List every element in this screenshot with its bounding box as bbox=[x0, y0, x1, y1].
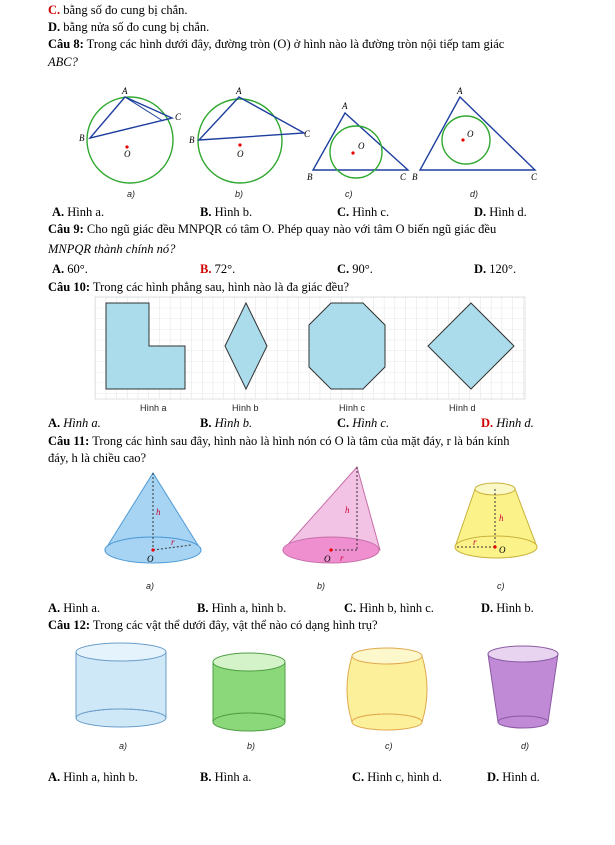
q11-prompt-line2: đáy, h là chiều cao? bbox=[48, 451, 147, 465]
question-label: Câu 12: bbox=[48, 618, 91, 632]
option-c-line bbox=[48, 3, 188, 18]
answer-letter: D. bbox=[481, 601, 494, 615]
q11-answer-d[interactable] bbox=[481, 601, 534, 616]
answer-text: Hình d. bbox=[489, 205, 527, 219]
fig-a-cone bbox=[105, 473, 201, 564]
q12-figures bbox=[70, 640, 570, 740]
answer-text: Hình b, hình c. bbox=[359, 601, 434, 615]
fig-label: h bbox=[156, 507, 161, 517]
point-label: O bbox=[237, 149, 244, 159]
answer-text: Hình c. bbox=[352, 205, 390, 219]
answer-text: Hình d. bbox=[502, 770, 540, 784]
figure-caption: Hình a bbox=[140, 403, 167, 413]
answer-text: Hình a. bbox=[214, 770, 252, 784]
q11-answer-b[interactable] bbox=[197, 601, 286, 616]
point-label: B bbox=[79, 133, 85, 143]
answer-letter: C. bbox=[337, 416, 350, 430]
fig-a-circle bbox=[87, 97, 173, 183]
answer-text: Hình d. bbox=[496, 416, 534, 430]
fig-b-triangle bbox=[199, 97, 304, 140]
q9-answer-c[interactable] bbox=[337, 262, 373, 277]
point-label: B bbox=[307, 172, 313, 182]
answer-letter: B. bbox=[200, 262, 212, 276]
q12-answer-b[interactable] bbox=[200, 770, 251, 785]
q10-prompt bbox=[48, 280, 349, 295]
question-text: Trong các hình sau đây, hình nào là hình nón có O là tâm của mặt đáy, r là bán kính bbox=[89, 434, 510, 448]
q12-answer-d[interactable] bbox=[487, 770, 540, 785]
option-letter: D. bbox=[48, 20, 61, 34]
fig-label: r bbox=[340, 553, 344, 563]
point-label: A bbox=[342, 101, 348, 111]
fig-d-circle bbox=[442, 116, 490, 164]
question-text: Trong các vật thể dưới đây, vật thể nào có dạng hình trụ? bbox=[90, 618, 378, 632]
answer-text: Hình a. bbox=[63, 416, 101, 430]
point-label: C bbox=[531, 172, 538, 182]
figure-caption: d) bbox=[521, 741, 530, 751]
point-label: O bbox=[467, 129, 474, 139]
figure-caption: Hình c bbox=[339, 403, 366, 413]
figure-caption: c) bbox=[345, 189, 353, 199]
fig-d-cup bbox=[488, 646, 558, 728]
figure-caption: b) bbox=[247, 741, 256, 751]
point-label: A bbox=[122, 86, 128, 96]
answer-letter: B. bbox=[200, 770, 212, 784]
q11-answer-c[interactable] bbox=[344, 601, 434, 616]
q8-prompt-line2: ABC? bbox=[48, 55, 78, 69]
answer-letter: D. bbox=[474, 262, 487, 276]
q8-prompt bbox=[48, 37, 504, 52]
q10-answer-d[interactable] bbox=[481, 416, 534, 431]
q10-answer-c[interactable] bbox=[337, 416, 389, 431]
answer-letter: A. bbox=[52, 262, 65, 276]
q10-grid-figures bbox=[95, 297, 525, 399]
option-text: bằng nửa số đo cung bị chắn. bbox=[60, 20, 210, 34]
q8-figures bbox=[75, 85, 595, 200]
point-label: B bbox=[189, 135, 195, 145]
answer-letter: B. bbox=[200, 205, 212, 219]
answer-text: Hình b. bbox=[214, 205, 253, 219]
fig-b-cylinder bbox=[213, 653, 285, 731]
answer-text: Hình b. bbox=[496, 601, 534, 615]
fig-c-frustum bbox=[455, 483, 537, 558]
fig-b-circle bbox=[198, 99, 282, 183]
figure-caption: b) bbox=[235, 189, 244, 199]
answer-text: Hình a, hình b. bbox=[63, 770, 138, 784]
option-d-line bbox=[48, 20, 209, 35]
answer-text: Hình b. bbox=[214, 416, 253, 430]
figure-caption: Hình b bbox=[232, 403, 259, 413]
answer-letter: D. bbox=[481, 416, 494, 430]
point-label: C bbox=[304, 129, 311, 139]
answer-text: 120°. bbox=[489, 262, 517, 276]
figure-caption: d) bbox=[470, 189, 479, 199]
fig-d-triangle bbox=[420, 97, 535, 170]
point-label: B bbox=[412, 172, 418, 182]
q11-answer-a[interactable] bbox=[48, 601, 100, 616]
question-text: Trong các hình phẳng sau, hình nào là đa giác đều? bbox=[90, 280, 349, 294]
question-text: Cho ngũ giác đều MNPQR có tâm O. Phép quay nào với tâm O biến ngũ giác đều bbox=[83, 222, 497, 236]
fig-b-oblique-cone bbox=[283, 467, 380, 564]
q12-answer-c[interactable] bbox=[352, 770, 442, 785]
question-label: Câu 10: bbox=[48, 280, 91, 294]
fig-label: h bbox=[345, 505, 350, 515]
answer-letter: D. bbox=[487, 770, 500, 784]
option-letter: C. bbox=[48, 3, 61, 17]
answer-text: Hình a. bbox=[67, 205, 105, 219]
question-label: Câu 8: bbox=[48, 37, 84, 51]
figure-caption: c) bbox=[497, 581, 505, 591]
point-label: O bbox=[124, 149, 131, 159]
figure-caption: a) bbox=[119, 741, 128, 751]
q8-answer-a[interactable] bbox=[52, 205, 104, 220]
answer-letter: A. bbox=[48, 601, 61, 615]
fig-label: O bbox=[499, 545, 506, 555]
q9-answer-a[interactable] bbox=[52, 262, 88, 277]
answer-text: Hình a, hình b. bbox=[211, 601, 287, 615]
answer-letter: A. bbox=[52, 205, 65, 219]
fig-c-octagon bbox=[309, 303, 385, 389]
q11-figures bbox=[95, 465, 555, 590]
answer-letter: D. bbox=[474, 205, 487, 219]
q9-prompt-line2: MNPQR thành chính nó? bbox=[48, 242, 176, 256]
q9-answer-b[interactable] bbox=[200, 262, 235, 277]
q12-prompt bbox=[48, 618, 378, 633]
fig-label: h bbox=[499, 513, 504, 523]
q11-prompt bbox=[48, 434, 510, 449]
figure-caption: a) bbox=[146, 581, 155, 591]
q9-answer-d[interactable] bbox=[474, 262, 516, 277]
q8-answer-c[interactable] bbox=[337, 205, 389, 220]
fig-label: r bbox=[171, 537, 175, 547]
figure-caption: c) bbox=[385, 741, 393, 751]
figure-caption: Hình d bbox=[449, 403, 476, 413]
fig-a-triangle bbox=[90, 97, 172, 138]
point-label: C bbox=[400, 172, 407, 182]
figure-caption: a) bbox=[127, 189, 136, 199]
answer-letter: B. bbox=[197, 601, 209, 615]
answer-letter: C. bbox=[352, 770, 365, 784]
answer-text: Hình c. bbox=[352, 416, 390, 430]
answer-text: Hình c, hình d. bbox=[367, 770, 442, 784]
point-label: C bbox=[175, 112, 182, 122]
q8-answer-b[interactable] bbox=[200, 205, 252, 220]
q9-prompt bbox=[48, 222, 496, 237]
fig-label: r bbox=[473, 537, 477, 547]
option-text: bằng số đo cung bị chắn. bbox=[60, 3, 188, 17]
q12-answer-a[interactable] bbox=[48, 770, 138, 785]
q8-answer-d[interactable] bbox=[474, 205, 527, 220]
answer-text: 60°. bbox=[67, 262, 88, 276]
point-label: A bbox=[457, 86, 463, 96]
answer-letter: C. bbox=[337, 262, 350, 276]
answer-text: Hình a. bbox=[63, 601, 101, 615]
point-label: A bbox=[236, 86, 242, 96]
q10-answer-b[interactable] bbox=[200, 416, 252, 431]
question-label: Câu 9: bbox=[48, 222, 84, 236]
answer-text: 90°. bbox=[352, 262, 373, 276]
q10-answer-a[interactable] bbox=[48, 416, 101, 431]
fig-a-cylinder bbox=[76, 643, 166, 727]
question-label: Câu 11: bbox=[48, 434, 90, 448]
fig-label: O bbox=[324, 554, 331, 564]
fig-label: O bbox=[147, 554, 154, 564]
answer-letter: C. bbox=[337, 205, 350, 219]
figure-caption: b) bbox=[317, 581, 326, 591]
answer-text: 72°. bbox=[214, 262, 236, 276]
answer-letter: A. bbox=[48, 770, 61, 784]
answer-letter: A. bbox=[48, 416, 61, 430]
question-text: Trong các hình dưới đây, đường tròn (O) ở hình nào là đường tròn nội tiếp tam giác bbox=[83, 37, 505, 51]
answer-letter: B. bbox=[200, 416, 212, 430]
fig-c-barrel bbox=[347, 648, 427, 730]
point-label: O bbox=[358, 141, 365, 151]
answer-letter: C. bbox=[344, 601, 357, 615]
